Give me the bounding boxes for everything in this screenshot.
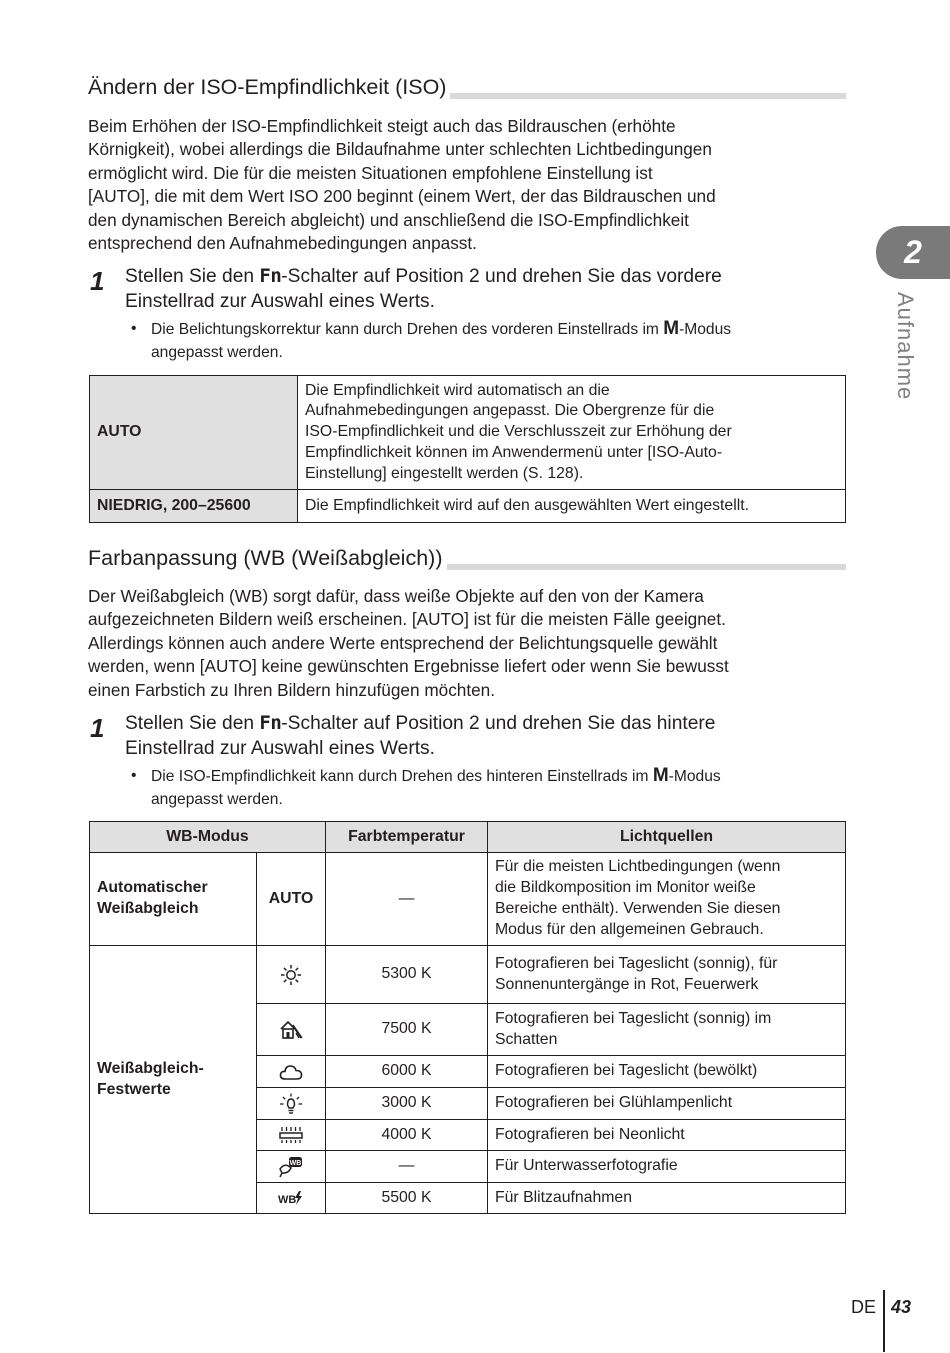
svg-text:WB: WB: [289, 1159, 302, 1167]
table-row: [90, 853, 846, 946]
iso-desc-low: Die Empfindlichkeit wird auf den ausgewählten Wert eingestellt.: [298, 490, 846, 523]
iso-step-text: [125, 264, 845, 314]
preset-temp: 5300 K: [326, 946, 488, 1004]
step-post: -Schalter auf Position 2 und drehen Sie das hintere: [281, 713, 716, 734]
text-line: den dynamischen Bereich abgleicht) und anschließend die ISO-Empfindlichkeit: [88, 209, 689, 230]
step-pre: Stellen Sie den: [125, 266, 260, 287]
text-line: Allerdings können auch andere Werte entsprechend der Belichtungsquelle gewählt: [88, 632, 718, 653]
iso-desc-auto: Die Empfindlichkeit wird automatisch an die Aufnahmebedingungen angepasst. Die Obergrenze für die ISO-Empfindlichkeit und die Verschlusszeit zur Erhöhung der Empfindlichkeit können im Anwendermenü unter [ISO-Auto- Einstellung] eingestellt werden (S. 128).: [298, 376, 846, 490]
text-line: ermöglicht wird. Die für die meisten Situationen empfohlene Einstellung ist: [88, 162, 653, 183]
title-rule: [447, 564, 847, 570]
underwater-wb-icon: [257, 1151, 326, 1183]
text-line: einen Farbstich zu Ihren Bildern hinzufügen möchten.: [88, 679, 496, 700]
iso-bullet: [131, 318, 843, 364]
text-line: Der Weißabgleich (WB) sorgt dafür, dass weiße Objekte auf den von der Kamera: [88, 586, 704, 606]
chapter-tab: [876, 226, 950, 279]
preset-light: Fotografieren bei Tageslicht (sonnig), für Sonnenuntergänge in Rot, Feuerwerk: [488, 946, 846, 1004]
header-color-temp: Farbtemperatur: [326, 822, 488, 853]
cloudy-icon: [257, 1056, 326, 1088]
auto-wb-temp: —: [326, 853, 488, 946]
step-post: -Schalter auf Position 2 und drehen Sie das vordere: [281, 266, 722, 287]
wb-section-title: [88, 548, 846, 570]
iso-step-number: 1: [90, 266, 105, 296]
fluorescent-icon: [257, 1120, 326, 1151]
header-light-sources: Lichtquellen: [488, 822, 846, 853]
iso-intro: [88, 115, 848, 255]
mode-m-label: M: [652, 765, 669, 786]
preset-wb-group: Weißabgleich- Festwerte: [90, 946, 257, 1214]
preset-light: Fotografieren bei Tageslicht (bewölkt): [488, 1056, 846, 1088]
wb-intro: [88, 585, 848, 702]
wb-table: [89, 821, 846, 1214]
step-line2: Einstellrad zur Auswahl eines Werts.: [125, 738, 435, 759]
bullet-pre: Die ISO-Empfindlichkeit kann durch Drehen des hinteren Einstellrads im: [151, 768, 653, 785]
text-line: Körnigkeit), wobei allerdings die Bildaufnahme unter schlechten Lichtbedingungen: [88, 139, 712, 160]
preset-temp: 3000 K: [326, 1088, 488, 1120]
bullet-pre: Die Belichtungskorrektur kann durch Drehen des vorderen Einstellrads im: [151, 321, 664, 338]
table-row: [90, 490, 846, 523]
preset-light: Fotografieren bei Neonlicht: [488, 1120, 846, 1151]
preset-light: Fotografieren bei Tageslicht (sonnig) im Schatten: [488, 1004, 846, 1056]
preset-temp: 6000 K: [326, 1056, 488, 1088]
preset-light: Für Unterwasserfotografie: [488, 1151, 846, 1183]
step-pre: Stellen Sie den: [125, 713, 260, 734]
bullet-line2: angepasst werden.: [151, 790, 283, 808]
auto-wb-mode: AUTO: [257, 853, 326, 946]
preset-temp: 7500 K: [326, 1004, 488, 1056]
text-line: [AUTO], die mit dem Wert ISO 200 beginnt (einem Wert, der das Bildrauschen und: [88, 186, 716, 207]
wb-bullet: [131, 765, 843, 811]
table-header-row: [90, 822, 846, 853]
wb-step-text: [125, 711, 845, 761]
footer-language: DE: [851, 1297, 877, 1317]
bullet-post: -Modus: [668, 768, 721, 785]
incandescent-icon: [257, 1088, 326, 1120]
wb-title-text: Farbanpassung (WB (Weißabgleich)): [88, 546, 443, 570]
fn-switch-label: Fn: [259, 712, 282, 734]
fn-switch-label: Fn: [259, 265, 282, 287]
text-line: Beim Erhöhen der ISO-Empfindlichkeit steigt auch das Bildrauschen (erhöhte: [88, 116, 676, 136]
step-line2: Einstellrad zur Auswahl eines Werts.: [125, 291, 435, 312]
preset-light: Fotografieren bei Glühlampenlicht: [488, 1088, 846, 1120]
page-number: 43: [891, 1297, 912, 1317]
iso-title-text: Ändern der ISO-Empfindlichkeit (ISO): [88, 75, 447, 99]
chapter-label: Aufnahme: [893, 292, 918, 401]
table-row: [90, 376, 846, 490]
auto-wb-light: Für die meisten Lichtbedingungen (wenn die Bildkomposition im Monitor weiße Bereiche enthält). Verwenden Sie diesen Modus für den allgemeinen Gebrauch.: [488, 853, 846, 946]
svg-text:WB: WB: [278, 1194, 297, 1206]
bullet-line2: angepasst werden.: [151, 343, 283, 361]
text-line: entsprechend den Aufnahmebedingungen anpasst.: [88, 233, 477, 254]
mode-m-label: M: [663, 318, 680, 339]
iso-key-auto: AUTO: [90, 376, 298, 490]
shade-icon: [257, 1004, 326, 1056]
flash-wb-icon: [257, 1183, 326, 1214]
header-wb-mode: WB-Modus: [90, 822, 326, 853]
preset-temp: 5500 K: [326, 1183, 488, 1214]
bullet-post: -Modus: [679, 321, 732, 338]
text-line: aufgezeichneten Bildern weiß erscheinen. [AUTO] ist für die meisten Fälle geeignet.: [88, 609, 726, 630]
iso-section-title: [88, 77, 846, 99]
chapter-number: 2: [904, 234, 922, 270]
footer-divider: [883, 1290, 885, 1352]
title-rule: [450, 93, 846, 99]
auto-wb-group: Automatischer Weißabgleich: [90, 853, 257, 946]
text-line: werden, wenn [AUTO] keine gewünschten Ergebnisse liefert oder wenn Sie bewusst: [88, 656, 729, 677]
wb-step-number: 1: [90, 713, 105, 743]
table-row: [90, 946, 846, 1004]
iso-key-low: NIEDRIG, 200–25600: [90, 490, 298, 523]
iso-table: [89, 375, 846, 523]
preset-temp: 4000 K: [326, 1120, 488, 1151]
preset-light: Für Blitzaufnahmen: [488, 1183, 846, 1214]
sunny-icon: [257, 946, 326, 1004]
preset-temp: —: [326, 1151, 488, 1183]
